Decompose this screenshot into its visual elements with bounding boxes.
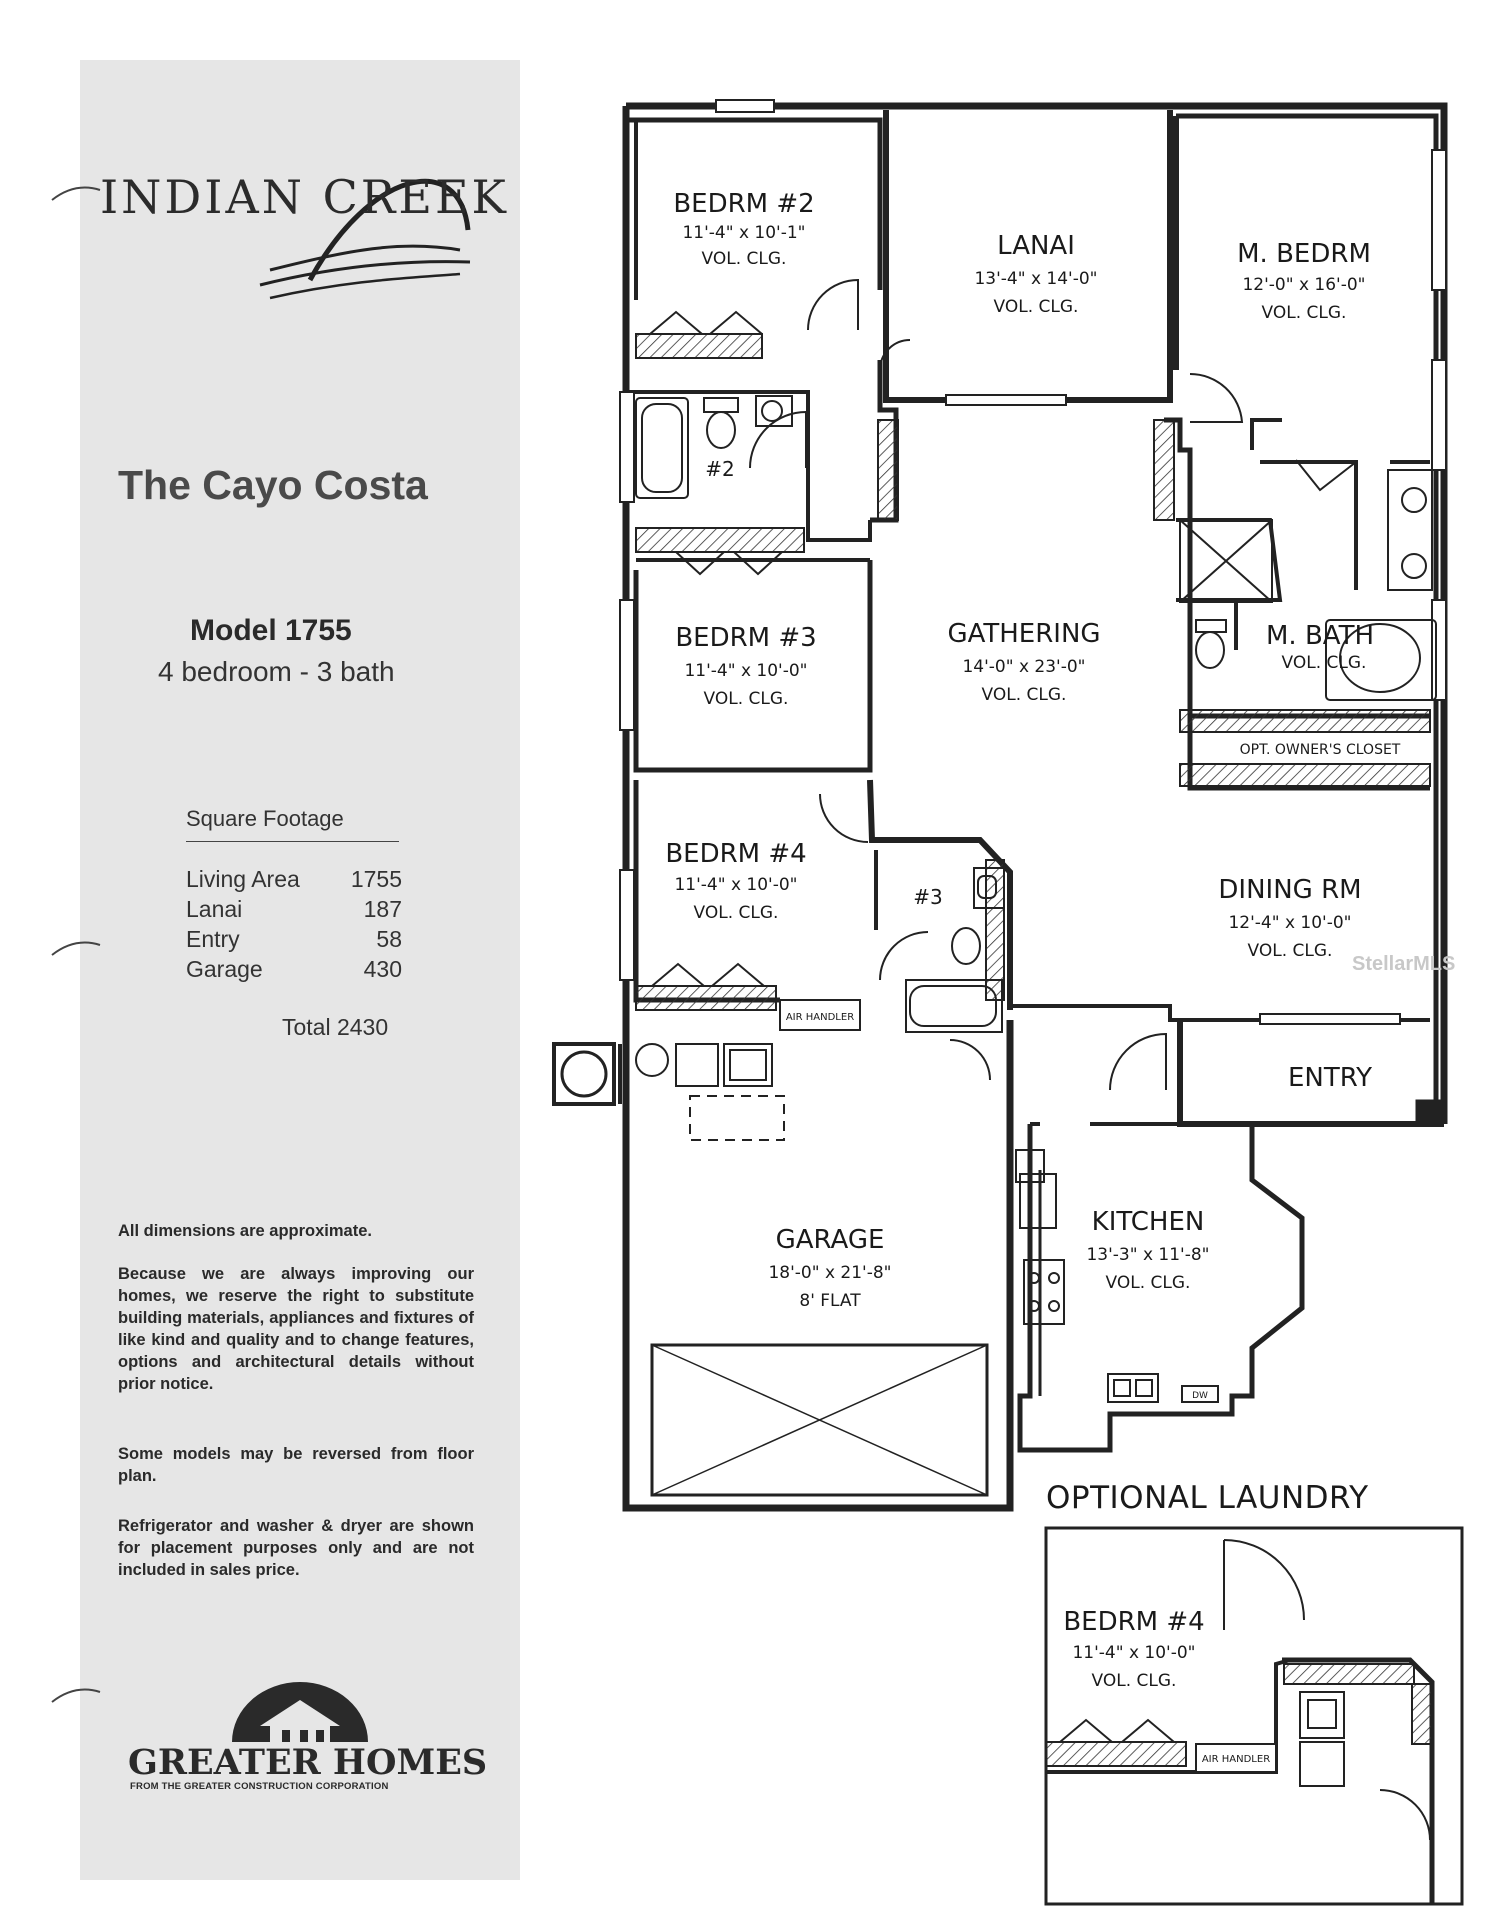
- page-title: The Cayo Costa: [118, 462, 428, 508]
- room-ceiling: VOL. CLG.: [1091, 1671, 1177, 1691]
- room-name: #3: [913, 885, 943, 909]
- builder-name: GREATER HOMES: [128, 1742, 488, 1783]
- room-ceiling: VOL. CLG.: [993, 297, 1079, 317]
- room-name: DW: [1192, 1391, 1208, 1401]
- room-name: M. BATH: [1266, 621, 1374, 651]
- room-ceiling: VOL. CLG.: [701, 249, 787, 269]
- disclaimer-note: Refrigerator and washer & dryer are shown for placement purposes only and are not included in sales price.: [118, 1517, 474, 1579]
- room-dims: 12'-4" x 10'-0": [1228, 913, 1352, 933]
- room-ceiling: VOL. CLG.: [1261, 303, 1347, 323]
- sqft-row: Garage 430: [186, 956, 402, 982]
- room-name: DINING RM: [1218, 875, 1362, 905]
- optional-laundry-inset: [1046, 1528, 1462, 1904]
- sqft-row: Lanai 187: [186, 896, 402, 922]
- room-name: BEDRM #2: [673, 189, 815, 219]
- room-ceiling: VOL. CLG.: [693, 903, 779, 923]
- room-name: ENTRY: [1287, 1063, 1373, 1093]
- brand-name: INDIAN CREEK: [100, 170, 509, 224]
- watermark: StellarMLS: [1352, 953, 1456, 975]
- sqft-total: Total 2430: [282, 1014, 389, 1040]
- disclaimer-note: Because we are always improving our homes, we reserve the right to substitute building materials, appliances and fixtures of like kind and quality and to change features, options and architectural details without prior notice.: [118, 1265, 474, 1393]
- beds-baths: 4 bedroom - 3 bath: [158, 656, 395, 687]
- room-name: GATHERING: [947, 619, 1101, 649]
- sqft-row: Entry 58: [186, 926, 402, 952]
- room-name: BEDRM #3: [675, 623, 817, 653]
- room-name: AIR HANDLER: [1201, 1754, 1271, 1765]
- optional-laundry-title: OPTIONAL LAUNDRY: [1046, 1480, 1369, 1516]
- sqft-heading: Square Footage: [186, 806, 344, 831]
- room-dims: 13'-3" x 11'-8": [1086, 1245, 1210, 1265]
- builder-sub: FROM THE GREATER CONSTRUCTION CORPORATION: [130, 1781, 389, 1792]
- sqft-row: Living Area 1755: [186, 866, 402, 892]
- room-name: AIR HANDLER: [785, 1012, 855, 1023]
- room-dims: 12'-0" x 16'-0": [1242, 275, 1366, 295]
- disclaimer-note: All dimensions are approximate.: [118, 1222, 372, 1240]
- room-ceiling: VOL. CLG.: [981, 685, 1067, 705]
- room-ceiling: VOL. CLG.: [1105, 1273, 1191, 1293]
- room-dims: 11'-4" x 10'-0": [674, 875, 798, 895]
- room-name: OPT. OWNER'S CLOSET: [1239, 742, 1401, 758]
- room-name: GARAGE: [775, 1225, 885, 1255]
- room-ceiling: VOL. CLG.: [703, 689, 789, 709]
- room-name: M. BEDRM: [1237, 239, 1371, 269]
- room-dims: 14'-0" x 23'-0": [962, 657, 1086, 677]
- room-dims: 11'-4" x 10'-0": [1072, 1643, 1196, 1663]
- room-ceiling: 8' FLAT: [799, 1291, 861, 1311]
- room-ceiling: VOL. CLG.: [1281, 653, 1367, 673]
- disclaimer-note: Some models may be reversed from floor plan.: [118, 1445, 474, 1485]
- room-name: LANAI: [997, 231, 1075, 261]
- room-labels: [665, 189, 1400, 1401]
- room-dims: 11'-4" x 10'-0": [684, 661, 808, 681]
- room-name: KITCHEN: [1091, 1207, 1205, 1237]
- room-name: BEDRM #4: [1063, 1607, 1205, 1637]
- room-dims: 11'-4" x 10'-1": [682, 223, 806, 243]
- model-name: Model 1755: [190, 614, 352, 647]
- room-dims: 18'-0" x 21'-8": [768, 1263, 892, 1283]
- appliances: [636, 1000, 1218, 1402]
- room-name: BEDRM #4: [665, 839, 807, 869]
- room-name: #2: [705, 457, 735, 481]
- room-ceiling: VOL. CLG.: [1247, 941, 1333, 961]
- room-dims: 13'-4" x 14'-0": [974, 269, 1098, 289]
